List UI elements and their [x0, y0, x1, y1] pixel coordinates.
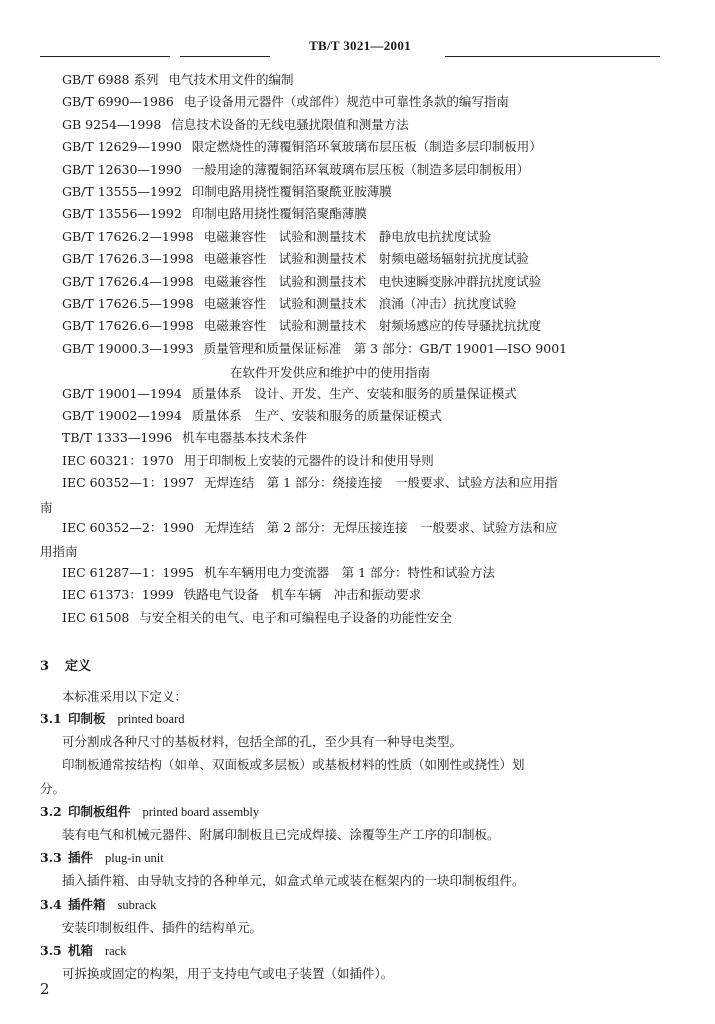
standard-code: TB/T 3021—2001 [309, 38, 411, 53]
reference-item [62, 610, 662, 626]
reference-title: 一般用途的薄覆铜箔环氧玻璃布层压板（制造多层印制板用） [191, 161, 530, 177]
term-english: plug-in unit [105, 851, 164, 866]
term-chinese: 印制板 [68, 711, 106, 726]
reference-title: 电子设备用元器件（或部件）规范中可靠性条款的编写指南 [183, 94, 509, 110]
term-chinese: 印制板组件 [68, 803, 131, 819]
definition-text: 印制板通常按结构（如单、双面板或多层板）或基板材料的性质（如刚性或挠性）划 [62, 757, 525, 773]
reference-item [62, 475, 662, 491]
term-number: 3.3 [40, 850, 62, 866]
reference-title: 限定燃烧性的薄覆铜箔环氧玻璃布层压板（制造多层印制板用） [191, 139, 542, 155]
reference-title: 电气技术用文件的编制 [168, 72, 294, 87]
reference-code: GB/T 6988 系列 [62, 72, 159, 87]
reference-title-continuation: 用指南 [40, 544, 78, 560]
reference-title: 信息技术设备的无线电骚扰限值和测量方法 [171, 116, 409, 132]
reference-code: GB/T 17626.5—1998 [62, 296, 194, 311]
term-english: printed board assembly [142, 804, 260, 819]
reference-code: GB/T 17626.4—1998 [62, 273, 194, 289]
term-chinese: 插件 [68, 850, 94, 866]
reference-item [62, 94, 662, 110]
reference-item [62, 318, 662, 334]
reference-title: 电磁兼容性 试验和测量技术 浪涌（冲击）抗扰度试验 [203, 296, 517, 311]
reference-code: GB/T 19002—1994 [62, 408, 182, 423]
definition-term [40, 802, 259, 820]
header-rule-right [445, 56, 660, 57]
reference-code: GB/T 12629—1990 [62, 139, 182, 155]
definition-term [40, 709, 185, 727]
definition-term [40, 848, 164, 866]
reference-code: IEC 61508 [62, 609, 130, 625]
reference-title: 机车电器基本技术条件 [182, 430, 308, 446]
definition-text: 分。 [40, 780, 66, 796]
reference-item [62, 408, 662, 424]
reference-title: 电磁兼容性 试验和测量技术 电快速瞬变脉冲群抗扰度试验 [203, 273, 542, 289]
reference-code: GB/T 19001—1994 [62, 385, 182, 401]
section-number: 3 [40, 659, 50, 674]
reference-item [62, 453, 662, 469]
reference-code: GB/T 17626.3—1998 [62, 251, 194, 267]
term-english: rack [105, 944, 127, 958]
section-intro: 本标准采用以下定义： [62, 689, 188, 704]
reference-code: TB/T 1333—1996 [62, 430, 173, 446]
reference-item [62, 72, 662, 88]
definition-text: 可拆换或固定的构架，用于支持电气或电子装置（如插件）。 [62, 966, 394, 982]
reference-item [62, 117, 662, 133]
reference-item [62, 565, 662, 581]
reference-item [62, 206, 662, 222]
reference-title: 与安全相关的电气、电子和可编程电子设备的功能性安全 [139, 609, 452, 625]
reference-code: GB/T 19000.3—1993 [62, 340, 194, 356]
reference-code: GB/T 13555—1992 [62, 184, 182, 199]
reference-title: 机车车辆用电力变流器 第 1 部分：特性和试验方法 [204, 564, 496, 580]
term-english: subrack [117, 897, 157, 912]
definition-text: 插入插件箱、由导轨支持的各种单元，如盒式单元或装在框架内的一块印制板组件。 [62, 873, 525, 889]
term-number: 3.4 [40, 896, 62, 912]
page-number: 2 [40, 980, 50, 998]
header-rule-left [40, 56, 170, 57]
reference-title: 质量体系 生产、安装和服务的质量保证模式 [191, 408, 442, 423]
reference-title: 铁路电气设备 机车车辆 冲击和振动要求 [183, 587, 422, 603]
term-number: 3.1 [40, 711, 62, 726]
header-rule-middle [180, 56, 270, 57]
reference-title: 电磁兼容性 试验和测量技术 射频场感应的传导骚扰抗扰度 [203, 318, 542, 334]
reference-title-continuation: 在软件开发供应和维护中的使用指南 [230, 365, 431, 381]
reference-code: GB 9254—1998 [62, 116, 162, 132]
reference-item [62, 139, 662, 155]
reference-title: 电磁兼容性 试验和测量技术 静电放电抗扰度试验 [203, 228, 492, 244]
reference-title: 印制电路用挠性覆铜箔聚酰亚胺薄膜 [191, 184, 392, 199]
reference-code: GB/T 13556—1992 [62, 206, 182, 222]
definition-term [40, 941, 127, 959]
reference-code: GB/T 17626.2—1998 [62, 228, 194, 244]
reference-code: GB/T 12630—1990 [62, 161, 182, 177]
reference-item [62, 587, 662, 603]
reference-title: 印制电路用挠性覆铜箔聚酯薄膜 [191, 206, 367, 222]
reference-code: IEC 60352—1：1997 [62, 475, 195, 491]
term-number: 3.2 [40, 803, 62, 819]
reference-code: GB/T 17626.6—1998 [62, 318, 194, 334]
reference-title: 无焊连结 第 1 部分：绕接连接 一般要求、试验方法和应用指 [204, 475, 558, 491]
section-title [40, 655, 91, 674]
reference-item [62, 430, 662, 446]
reference-title: 质量管理和质量保证标准 第 3 部分：GB/T 19001—ISO 9001 [203, 340, 568, 356]
reference-code: IEC 60321：1970 [62, 452, 174, 468]
reference-item [62, 274, 662, 290]
reference-title-continuation: 南 [40, 499, 53, 515]
reference-code: GB/T 6990—1986 [62, 94, 174, 110]
reference-item [62, 296, 662, 312]
term-chinese: 插件箱 [68, 896, 106, 912]
definition-text: 安装印制板组件、插件的结构单元。 [62, 919, 263, 935]
term-chinese: 机箱 [68, 943, 94, 958]
reference-title: 用于印制板上安装的元器件的设计和使用导则 [183, 452, 434, 468]
definition-term [40, 895, 156, 913]
reference-title: 质量体系 设计、开发、生产、安装和服务的质量保证模式 [191, 385, 517, 401]
definition-text: 装有电气和机械元器件、附属印制板且已完成焊接、涂覆等生产工序的印制板。 [62, 827, 500, 842]
reference-item [62, 386, 662, 402]
reference-item [62, 520, 662, 536]
reference-code: IEC 61287—1：1995 [62, 564, 195, 580]
section-heading: 定义 [65, 659, 92, 674]
term-number: 3.5 [40, 943, 62, 958]
reference-item [62, 341, 662, 357]
reference-item [62, 184, 662, 200]
definition-text: 可分割成各种尺寸的基板材料，包括全部的孔，至少具有一种导电类型。 [62, 734, 463, 750]
term-english: printed board [117, 712, 185, 726]
reference-title: 电磁兼容性 试验和测量技术 射频电磁场辐射抗扰度试验 [203, 251, 529, 267]
reference-item [62, 162, 662, 178]
reference-item [62, 251, 662, 267]
reference-title: 无焊连结 第 2 部分：无焊压接连接 一般要求、试验方法和应 [204, 520, 558, 535]
reference-code: IEC 61373：1999 [62, 587, 174, 603]
reference-item [62, 229, 662, 245]
reference-code: IEC 60352—2：1990 [62, 520, 195, 535]
